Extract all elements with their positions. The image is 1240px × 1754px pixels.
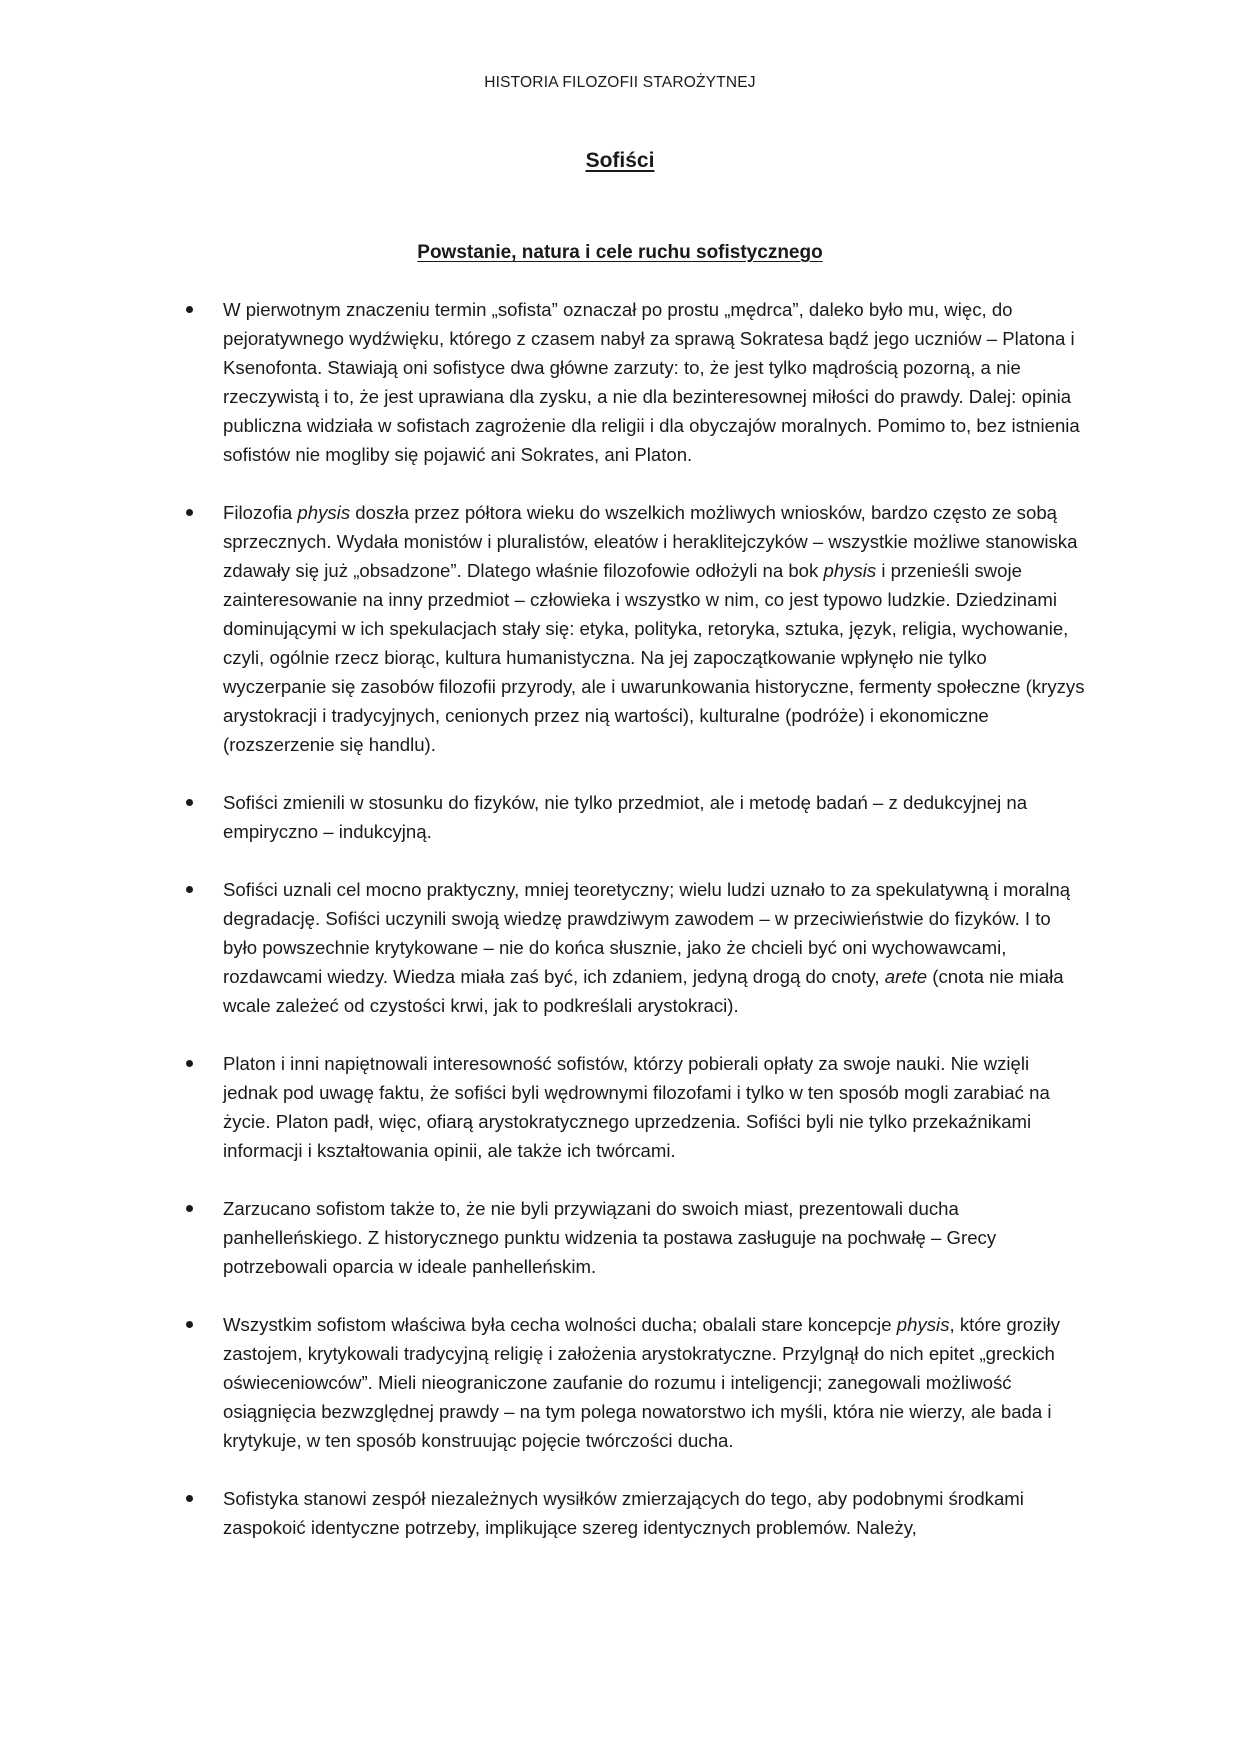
paragraph <box>223 502 1085 755</box>
text-run: (cnota nie miała wcale zależeć od czystości krwi, jak to podkreślali arystokraci). <box>223 966 1064 1016</box>
paragraph <box>223 299 1080 465</box>
text-run: Platon i inni napiętnowali interesowność sofistów, którzy pobierali opłaty za swoje nauki. Nie wzięli jednak pod uwagę faktu, że sofiści byli wędrownymi filozofami i tylko w ten sposób mogli zarabiać na życie. Platon padł, więc, ofiarą arystokratycznego uprzedzenia. Sofiści byli nie tylko przekaźnikami informacji i kształtowania opinii, ale także ich twórcami. <box>223 1053 1050 1161</box>
text-run: , które groziły zastojem, krytykowali tradycyjną religię i założenia arystokratyczne. Przylgnął do nich epitet „greckich oświeceniowców”. Mieli nieograniczone zaufanie do rozumu i inteligencji; zanegowali możliwość osiągnięcia bezwzględnej prawdy – na tym polega nowatorstwo ich myśli, która nie wierzy, ale bada i krytykuje, w ten sposób konstruując pojęcie twórczości ducha. <box>223 1314 1061 1451</box>
running-header: HISTORIA FILOZOFII STAROŻYTNEJ <box>484 74 756 91</box>
paragraph <box>223 879 1070 1016</box>
text-run: Zarzucano sofistom także to, że nie byli przywiązani do swoich miast, prezentowali ducha panhelleńskiego. Z historycznego punktu widzenia ta postawa zasługuje na pochwałę – Grecy potrzebowali oparcia w ideale panhelleńskim. <box>223 1198 997 1277</box>
bullet-icon <box>186 509 193 516</box>
list-item <box>183 1310 1088 1455</box>
paragraph <box>223 1053 1050 1161</box>
section-heading: Powstanie, natura i cele ruchu sofistycznego <box>417 242 823 263</box>
list-item <box>183 498 1088 759</box>
paragraph <box>223 792 1027 842</box>
bullet-icon <box>186 1495 193 1502</box>
list-item <box>183 875 1088 1020</box>
text-run: Sofiści zmienili w stosunku do fizyków, nie tylko przedmiot, ale i metodę badań – z dedukcyjnej na empiryczno – indukcyjną. <box>223 792 1028 842</box>
list-item <box>183 295 1088 469</box>
list-item <box>183 1484 1088 1542</box>
text-run: doszła przez półtora wieku do wszelkich możliwych wniosków, bardzo często ze sobą sprzecznych. Wydała monistów i pluralistów, eleatów i heraklitejczyków – wszystkie możliwe stanowiska zdawały się już „obsadzone”. Dlatego właśnie filozofowie odłożyli na bok <box>223 502 1078 581</box>
bullet-icon <box>186 1321 193 1328</box>
italic-term: arete <box>884 966 928 987</box>
list-item <box>183 1194 1088 1281</box>
document-title: Sofiści <box>585 149 655 172</box>
bullet-icon <box>186 1060 193 1067</box>
list-item <box>183 788 1088 846</box>
italic-term: physis <box>297 502 351 523</box>
paragraph <box>223 1198 996 1277</box>
italic-term: physis <box>823 560 877 581</box>
bullet-list <box>183 295 1088 1571</box>
bullet-icon <box>186 799 193 806</box>
text-run: Sofiści uznali cel mocno praktyczny, mniej teoretyczny; wielu ludzi uznało to za spekulatywną i moralną degradację. Sofiści uczynili swoją wiedzę prawdziwym zawodem – w przeciwieństwie do fizyków. I to było powszechnie krytykowane – nie do końca słusznie, jako że chcieli być oni wychowawcami, rozdawcami wiedzy. Wiedza miała zaś być, ich zdaniem, jedyną drogą do cnoty, <box>223 879 1071 987</box>
text-run: W pierwotnym znaczeniu termin „sofista” oznaczał po prostu „mędrca”, daleko było mu, więc, do pejoratywnego wydźwięku, którego z czasem nabył za sprawą Sokratesa bądź jego uczniów – Platona i Ksenofonta. Stawiają oni sofistyce dwa główne zarzuty: to, że jest tylko mądrością pozorną, a nie rzeczywistą i to, że jest uprawiana dla zysku, a nie dla bezinteresownej miłości do prawdy. Dalej: opinia publiczna widziała w sofistach zagrożenie dla religii i dla obyczajów moralnych. Pomimo to, bez istnienia sofistów nie mogliby się pojawić ani Sokrates, ani Platon. <box>223 299 1080 465</box>
text-run: Sofistyka stanowi zespół niezależnych wysiłków zmierzających do tego, aby podobnymi środkami zaspokoić identyczne potrzeby, implikujące szereg identycznych problemów. Należy, <box>223 1488 1024 1538</box>
bullet-icon <box>186 1205 193 1212</box>
paragraph <box>223 1488 1024 1538</box>
bullet-icon <box>186 886 193 893</box>
text-run: Wszystkim sofistom właściwa była cecha wolności ducha; obalali stare koncepcje <box>223 1314 897 1335</box>
bullet-icon <box>186 306 193 313</box>
text-run: i przenieśli swoje zainteresowanie na inny przedmiot – człowieka i wszystko w nim, co jest typowo ludzkie. Dziedzinami dominującymi w ich spekulacjach stały się: etyka, polityka, retoryka, sztuka, język, religia, wychowanie, czyli, ogólnie rzecz biorąc, kultura humanistyczna. Na jej zapoczątkowanie wpłynęło nie tylko wyczerpanie się zasobów filozofii przyrody, ale i uwarunkowania historyczne, fermenty społeczne (kryzys arystokracji i tradycyjnych, cenionych przez nią wartości), kulturalne (podróże) i ekonomiczne (rozszerzenie się handlu). <box>223 560 1085 755</box>
text-run: Filozofia <box>223 502 298 523</box>
paragraph <box>223 1314 1060 1451</box>
italic-term: physis <box>896 1314 950 1335</box>
list-item <box>183 1049 1088 1165</box>
